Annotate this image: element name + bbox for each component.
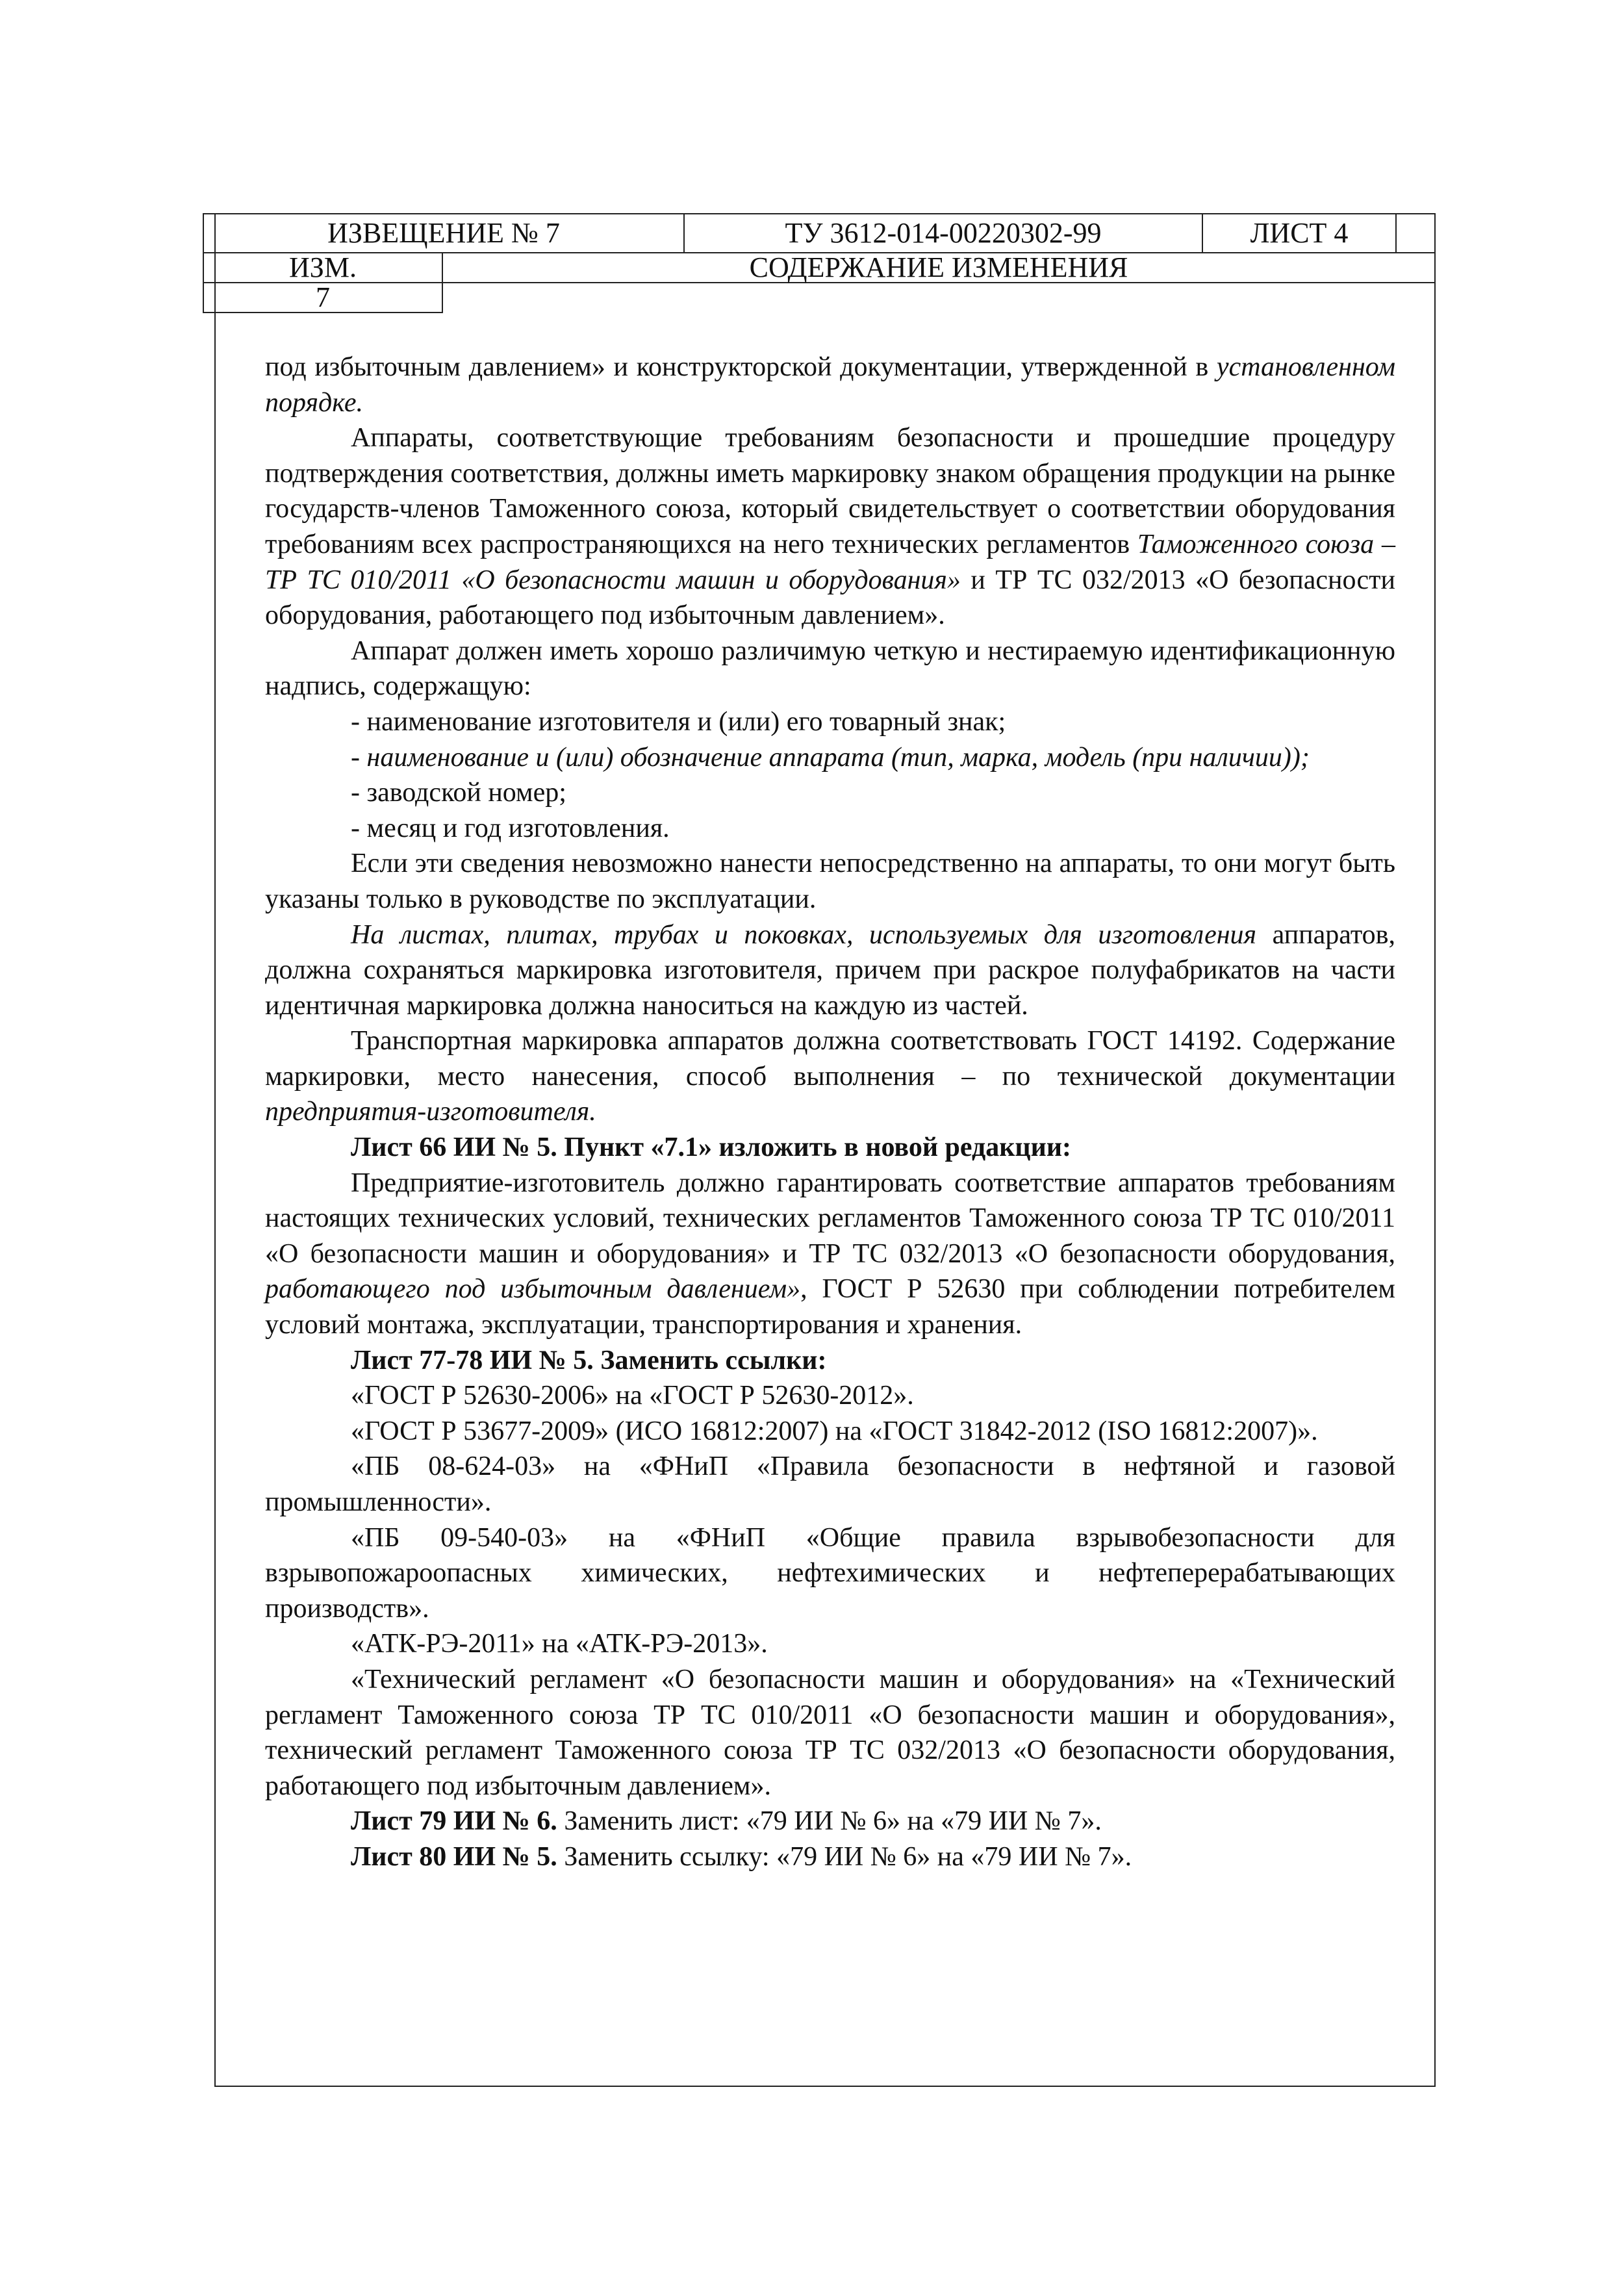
text: аппаратов, должна сохраняться маркировка изготовителя, причем при раскрое полуфабрикатов на части идентичная маркировка должна наноситься на каждую из частей. xyxy=(265,919,1395,1021)
sheet-number: ЛИСТ 4 xyxy=(1250,217,1349,249)
notice-number-cell xyxy=(203,213,685,253)
text: Предприятие-изготовитель должно гарантировать соответствие аппаратов требованиям настоящих технических условий, технических регламентов Таможенного союза ТР ТС 010/2011 «О безопасности машин и оборудования» и ТР ТС 032/2013 «О безопасности оборудования, xyxy=(265,1168,1395,1269)
text-italic: На листах, плитах, трубах и поковках, используемых для изготовления xyxy=(351,919,1257,950)
list-item: - наименование изготовителя и (или) его товарный знак; xyxy=(351,706,1006,737)
section-heading: Лист 66 ИИ № 5. Пункт «7.1» изложить в новой редакции: xyxy=(351,1132,1072,1163)
content-label-cell xyxy=(442,252,1436,283)
text-bold: Лист 80 ИИ № 5. xyxy=(351,1841,557,1872)
text: и ТР ТС 032/2013 «О безопасности оборудования, работающего под избыточным давлением». xyxy=(265,565,1395,631)
text: Заменить ссылку: «79 ИИ № 6» на «79 ИИ № 7». xyxy=(557,1841,1132,1872)
list-item: - месяц и год изготовления. xyxy=(351,813,670,843)
list-item: - заводской номер; xyxy=(351,778,566,808)
text-italic: установленном порядке. xyxy=(265,352,1395,418)
sheet-instruction xyxy=(265,1804,1395,1839)
izm-label-cell xyxy=(203,252,443,283)
text: , ГОСТ Р 52630 при соблюдении потребителем условий монтажа, эксплуатации, транспортирования и хранения. xyxy=(265,1274,1396,1340)
reference-item: «ПБ 09-540-03» на «ФНиП «Общие правила взрывобезопасности для взрывопожароопасных химических, нефтехимических и нефтеперерабатывающих производств». xyxy=(265,1522,1395,1624)
text: Аппараты, соответствующие требованиям безопасности и прошедшие процедуру подтверждения соответствия, должны иметь маркировку знаком обращения продукции на рынке государств-членов Таможенного союза, который свидетельствует о соответствии оборудования требованиям всех распространяющихся на него технических регламентов xyxy=(265,423,1395,559)
text: Заменить лист: «79 ИИ № 6» на «79 ИИ № 7». xyxy=(557,1806,1102,1837)
paragraph: Если эти сведения невозможно нанести непосредственно на аппараты, то они могут быть указаны только в руководстве по эксплуатации. xyxy=(265,849,1395,914)
paragraph xyxy=(265,350,1395,420)
reference-item: «Технический регламент «О безопасности машин и оборудования» на «Технический регламент Таможенного союза ТР ТС 010/2011 «О безопасности машин и оборудования», технический регламент Таможенного союза ТР ТС 032/2013 «О безопасности оборудования, работающего под избыточным давлением». xyxy=(265,1664,1395,1801)
change-content xyxy=(265,350,1395,1875)
text: Транспортная маркировка аппаратов должна соответствовать ГОСТ 14192. Содержание маркировки, место нанесения, способ выполнения – по технической документации xyxy=(265,1026,1395,1092)
text-italic: Таможенного союза – ТР ТС 010/2011 «О безопасности машин и оборудования» xyxy=(265,529,1396,595)
text: под избыточным давлением» и конструкторской документации, утвержденной в xyxy=(265,352,1217,382)
izm-value-cell xyxy=(203,282,443,313)
paragraph xyxy=(265,420,1395,633)
reference-item: «АТК-РЭ-2011» на «АТК-РЭ-2013». xyxy=(351,1629,768,1659)
izm-value: 7 xyxy=(316,281,330,313)
reference-item: «ГОСТ Р 52630-2006» на «ГОСТ Р 52630-2012». xyxy=(351,1381,914,1411)
paragraph: Аппарат должен иметь хорошо различимую четкую и нестираемую идентификационную надпись, содержащую: xyxy=(265,635,1395,702)
spec-cell xyxy=(683,213,1203,253)
spec-code: ТУ 3612-014-00220302-99 xyxy=(785,217,1102,249)
reference-item: «ГОСТ Р 53677-2009» (ИСО 16812:2007) на «ГОСТ 31842-2012 (ISO 16812:2007)». xyxy=(351,1416,1318,1446)
text-bold: Лист 79 ИИ № 6. xyxy=(351,1806,557,1837)
text-italic: работающего под избыточным давлением» xyxy=(265,1274,801,1305)
content-label: СОДЕРЖАНИЕ ИЗМЕНЕНИЯ xyxy=(749,251,1128,283)
izm-label: ИЗМ. xyxy=(289,251,357,283)
paragraph xyxy=(265,917,1395,1024)
paragraph xyxy=(265,1166,1395,1343)
paragraph xyxy=(265,1023,1395,1130)
sheet-cell xyxy=(1202,213,1397,253)
list-item: - наименование и (или) обозначение аппарата (тип, марка, модель (при наличии)); xyxy=(351,742,1310,773)
reference-item: «ПБ 08-624-03» на «ФНиП «Правила безопасности в нефтяной и газовой промышленности». xyxy=(265,1451,1395,1517)
sheet-instruction xyxy=(265,1839,1395,1875)
notice-number: ИЗВЕЩЕНИЕ № 7 xyxy=(327,217,560,249)
text-italic: предприятия-изготовителя. xyxy=(265,1097,596,1127)
section-heading: Лист 77-78 ИИ № 5. Заменить ссылки: xyxy=(351,1345,827,1375)
